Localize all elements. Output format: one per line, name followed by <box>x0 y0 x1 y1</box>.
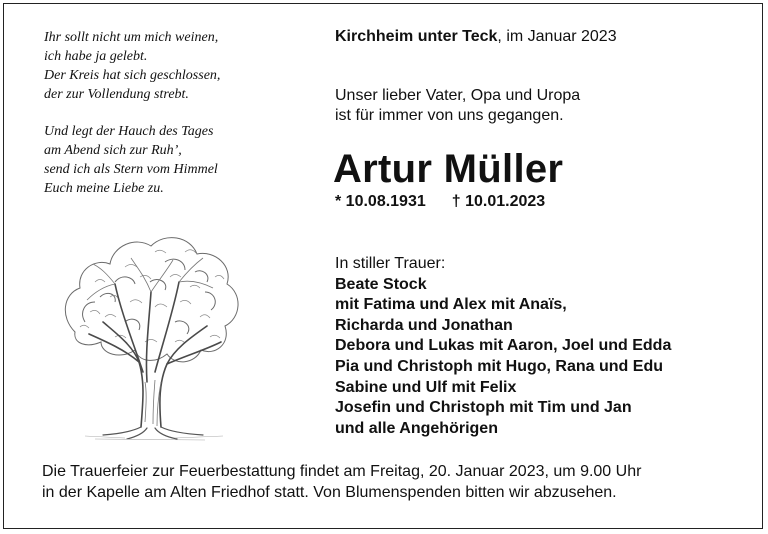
mourner-line: Sabine und Ulf mit Felix <box>335 378 517 396</box>
poem-line: send ich als Stern vom Himmel <box>44 162 218 177</box>
poem <box>44 28 294 216</box>
mourners-heading: In stiller Trauer: <box>335 255 446 272</box>
intro-line: Unser lieber Vater, Opa und Uropa <box>335 87 581 104</box>
place-date <box>335 28 617 46</box>
mourner-line: mit Fatima und Alex mit Anaïs, <box>335 296 567 314</box>
poem-line: Der Kreis hat sich geschlossen, <box>44 68 221 83</box>
poem-line: Ihr sollt nicht um mich weinen, <box>44 30 219 45</box>
mourner-line: Beate Stock <box>335 275 427 293</box>
poem-stanza <box>44 28 294 104</box>
mourners <box>335 254 671 439</box>
poem-line: Euch meine Liebe zu. <box>44 181 164 196</box>
footer-line: in der Kapelle am Alten Friedhof statt. Von Blumenspenden bitten wir abzusehen. <box>42 484 617 501</box>
poem-stanza <box>44 122 294 198</box>
intro-text <box>335 86 580 126</box>
poem-line: am Abend sich zur Ruh’, <box>44 143 182 158</box>
life-dates <box>335 193 545 211</box>
intro-line: ist für immer von uns gegangen. <box>335 107 564 124</box>
mourner-line: Richarda und Jonathan <box>335 316 513 334</box>
deceased-name: Artur Müller <box>333 147 564 191</box>
poem-line: ich habe ja gelebt. <box>44 49 148 64</box>
oak-tree-icon <box>55 222 247 442</box>
poem-line: der zur Vollendung strebt. <box>44 87 189 102</box>
mourner-line: und alle Angehörigen <box>335 419 498 437</box>
mourner-line: Josefin und Christoph mit Tim und Jan <box>335 399 632 417</box>
poem-line: Und legt der Hauch des Tages <box>44 124 214 139</box>
funeral-notice <box>42 461 641 503</box>
mourner-line: Debora und Lukas mit Aaron, Joel und Edda <box>335 337 672 355</box>
mourner-line: Pia und Christoph mit Hugo, Rana und Edu <box>335 357 663 375</box>
birth-date: * 10.08.1931 <box>335 193 426 210</box>
place-date-text: , im Januar 2023 <box>497 28 617 45</box>
death-date: † 10.01.2023 <box>451 193 546 210</box>
footer-line: Die Trauerfeier zur Feuerbestattung findet am Freitag, 20. Januar 2023, um 9.00 Uhr <box>42 463 642 480</box>
place-city: Kirchheim unter Teck <box>335 28 498 45</box>
